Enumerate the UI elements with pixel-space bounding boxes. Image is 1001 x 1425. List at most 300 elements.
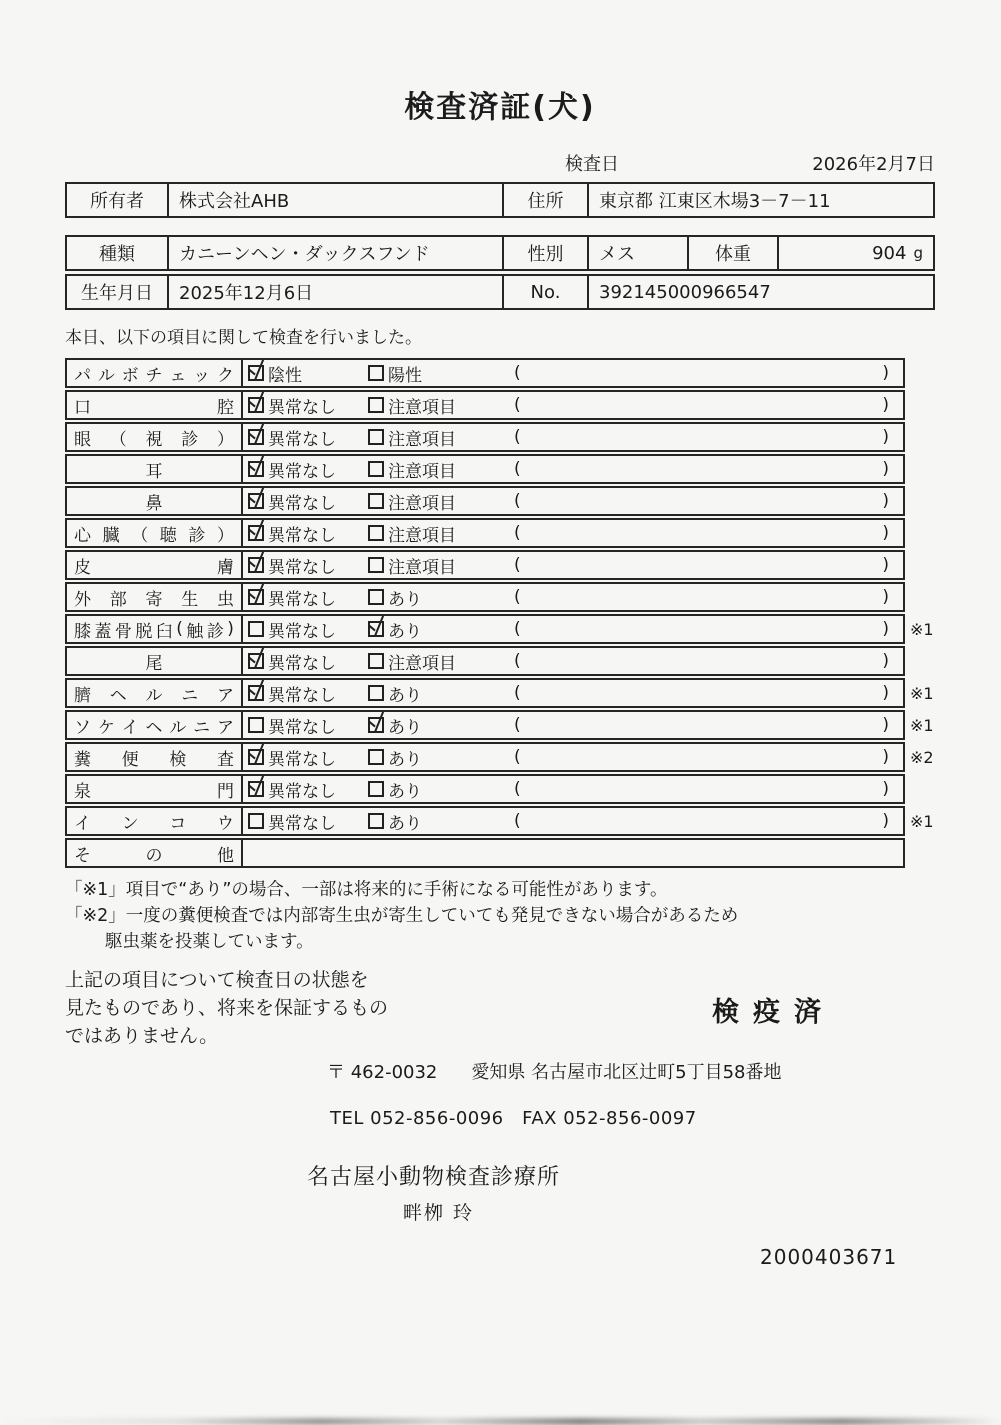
- option-label: あり: [388, 749, 422, 770]
- item-label-char: （: [131, 525, 149, 546]
- paren-open: (: [514, 555, 521, 575]
- intro-text: 本日、以下の項目に関して検査を行いました。: [65, 328, 422, 348]
- weight-value: 904: [872, 242, 907, 264]
- option-label: 注意項目: [388, 525, 456, 546]
- option-label: 注意項目: [388, 653, 456, 674]
- remarks-parentheses: [514, 715, 903, 735]
- item-label: [67, 648, 243, 674]
- remarks-parentheses: [514, 683, 903, 703]
- checklist-row: [65, 614, 965, 644]
- remarks-parentheses: [514, 587, 903, 607]
- option-label: あり: [388, 717, 422, 738]
- item-result-cell: [243, 616, 903, 642]
- birth-value: 2025年12月6日: [167, 276, 502, 308]
- owner-table: [65, 182, 935, 218]
- result-option: [368, 393, 514, 418]
- checkbox-checked-icon: [248, 589, 264, 605]
- item-label-char: 腔: [217, 397, 234, 418]
- checkbox-checked-icon: [368, 621, 384, 637]
- option-label: あり: [388, 781, 422, 802]
- item-label-char: の: [145, 845, 163, 866]
- item-label-char: ソ: [74, 717, 91, 738]
- option-label: 異常なし: [268, 621, 336, 642]
- checkbox-checked-icon: [248, 429, 264, 445]
- checklist-row: [65, 486, 965, 516]
- option-label: 異常なし: [268, 685, 336, 706]
- result-option: [248, 521, 368, 546]
- item-label-char: イ: [121, 717, 139, 738]
- clinic-postal-code: 〒 462-0032: [327, 1062, 438, 1083]
- item-result-cell: [243, 488, 903, 514]
- paren-open: (: [514, 459, 521, 479]
- result-option: [368, 521, 514, 546]
- checkbox-checked-icon: [248, 685, 264, 701]
- option-label: 異常なし: [268, 589, 336, 610]
- checkbox-checked-icon: [248, 653, 264, 669]
- disclaimer-line-2: 見たものであり、将来を保証するもの: [65, 997, 389, 1019]
- option-label: 異常なし: [268, 397, 336, 418]
- option-label: 異常なし: [268, 717, 336, 738]
- checkbox-unchecked-icon: [368, 653, 384, 669]
- serial-number: 2000403671: [760, 1245, 898, 1269]
- item-label-char: 脱: [135, 621, 153, 642]
- paren-close: ): [882, 715, 889, 735]
- item-label: [67, 712, 243, 738]
- item-label-char: 耳: [145, 461, 163, 482]
- checklist-row-box: [65, 582, 905, 612]
- item-label: [67, 744, 243, 770]
- paren-open: (: [514, 427, 521, 447]
- checklist-row: [65, 582, 965, 612]
- checkbox-checked-icon: [368, 717, 384, 733]
- checklist-row-box: [65, 550, 905, 580]
- result-option: [248, 425, 368, 450]
- checkbox-unchecked-icon: [248, 621, 264, 637]
- paren-close: ): [882, 619, 889, 639]
- checkbox-checked-icon: [248, 397, 264, 413]
- option-label: 陽性: [388, 365, 422, 386]
- result-option: [248, 809, 368, 834]
- checklist-row-box: [65, 646, 905, 676]
- checklist-row: [65, 646, 965, 676]
- checklist-row-box: [65, 806, 905, 836]
- checklist-row-box: [65, 774, 905, 804]
- item-result-cell: [243, 456, 903, 482]
- item-label-char: 臼: [155, 621, 173, 642]
- checklist-row-box: [65, 358, 905, 388]
- item-result-cell: [243, 776, 903, 802]
- item-label-char: 虫: [217, 589, 234, 610]
- item-label-char: ル: [97, 365, 115, 386]
- owner-label: 所有者: [90, 191, 144, 212]
- checklist-row: [65, 454, 965, 484]
- result-option: [368, 361, 514, 386]
- paren-close: ): [882, 459, 889, 479]
- exam-date-row: [65, 150, 935, 174]
- remarks-parentheses: [514, 619, 903, 639]
- option-label: あり: [388, 589, 422, 610]
- item-label-char: 鼻: [145, 493, 163, 514]
- result-option: [368, 585, 514, 610]
- item-label-char: 臍: [74, 685, 91, 706]
- result-option: [368, 457, 514, 482]
- item-label: [67, 776, 243, 802]
- clinic-address-line: [65, 1058, 935, 1084]
- checkbox-unchecked-icon: [368, 429, 384, 445]
- item-label-char: 臓: [102, 525, 120, 546]
- paren-open: (: [514, 491, 521, 511]
- checklist-row-box: [65, 614, 905, 644]
- item-label-char: ）: [217, 429, 234, 450]
- item-label-char: コ: [169, 813, 187, 834]
- checkbox-checked-icon: [248, 749, 264, 765]
- item-label-char: ニ: [193, 717, 211, 738]
- checklist-row-box: [65, 390, 905, 420]
- clinic-address: 愛知県 名古屋市北区辻町5丁目58番地: [471, 1062, 782, 1083]
- no-label: No.: [502, 276, 587, 308]
- paren-open: (: [514, 395, 521, 415]
- item-label-char: 触: [186, 621, 204, 642]
- note-2-continued: 駆虫薬を投薬しています。: [105, 932, 314, 952]
- paren-open: (: [514, 683, 521, 703]
- item-result-cell: [243, 552, 903, 578]
- item-label: [67, 552, 243, 578]
- page-title: 検査済証(犬): [404, 90, 596, 125]
- result-option: [248, 585, 368, 610]
- checkbox-checked-icon: [248, 557, 264, 573]
- option-label: 異常なし: [268, 781, 336, 802]
- vet-name: 畔栁 玲: [403, 1202, 475, 1224]
- checklist: [65, 358, 935, 868]
- disclaimer-line-3: ではありません。: [65, 1025, 219, 1047]
- checkbox-unchecked-icon: [248, 717, 264, 733]
- checkbox-checked-icon: [248, 461, 264, 477]
- address-value: 東京都 江東区木場3－7－11: [587, 184, 937, 216]
- item-label-char: 膚: [217, 557, 234, 578]
- item-label-char: 外: [74, 589, 91, 610]
- checkbox-unchecked-icon: [368, 781, 384, 797]
- item-label-char: 蓋: [94, 621, 112, 642]
- option-label: あり: [388, 621, 422, 642]
- result-option: [368, 777, 514, 802]
- result-option: [248, 777, 368, 802]
- item-label-char: 診: [181, 429, 199, 450]
- result-option: [368, 713, 514, 738]
- checklist-row: [65, 422, 965, 452]
- item-label-char: 査: [216, 749, 234, 770]
- paren-open: (: [514, 811, 521, 831]
- remarks-parentheses: [514, 427, 903, 447]
- item-label-char: 尾: [145, 653, 163, 674]
- option-label: 注意項目: [388, 429, 456, 450]
- item-label-char: 心: [74, 525, 91, 546]
- option-label: 異常なし: [268, 429, 336, 450]
- item-label-char: ボ: [121, 365, 139, 386]
- item-result-cell: [243, 424, 903, 450]
- result-option: [248, 745, 368, 770]
- checkbox-checked-icon: [248, 781, 264, 797]
- paren-open: (: [514, 715, 521, 735]
- exam-date-value: 2026年2月7日: [812, 154, 935, 175]
- result-option: [248, 489, 368, 514]
- checklist-row: [65, 518, 965, 548]
- info-table-row1: [65, 235, 935, 271]
- result-option: [368, 489, 514, 514]
- item-label: [67, 424, 243, 450]
- note-mark: ※1: [910, 619, 934, 639]
- checkbox-unchecked-icon: [368, 461, 384, 477]
- item-label: [67, 616, 243, 642]
- paren-open: (: [514, 587, 521, 607]
- checklist-row: [65, 390, 965, 420]
- item-label-char: 検: [169, 749, 187, 770]
- checkbox-unchecked-icon: [368, 685, 384, 701]
- remarks-parentheses: [514, 459, 903, 479]
- remarks-parentheses: [514, 395, 903, 415]
- checkbox-unchecked-icon: [368, 493, 384, 509]
- birth-label: 生年月日: [81, 283, 153, 304]
- option-label: 異常なし: [268, 557, 336, 578]
- item-label-char: ウ: [216, 813, 234, 834]
- item-label-char: 泉: [74, 781, 91, 802]
- result-option: [368, 425, 514, 450]
- result-option: [248, 681, 368, 706]
- paren-close: ): [882, 427, 889, 447]
- option-label: 陰性: [268, 365, 302, 386]
- checkbox-unchecked-icon: [368, 589, 384, 605]
- item-result-cell: [243, 712, 903, 738]
- sex-label: 性別: [502, 237, 587, 269]
- note-1: 「※1」項目で“あり”の場合、一部は将来的に手術になる可能性があります。: [65, 880, 668, 900]
- item-label-char: 門: [217, 781, 234, 802]
- breed-label: 種類: [99, 244, 135, 265]
- option-label: 異常なし: [268, 749, 336, 770]
- checklist-row-box: [65, 454, 905, 484]
- checkbox-unchecked-icon: [368, 557, 384, 573]
- remarks-parentheses: [514, 491, 903, 511]
- checklist-row-box: [65, 422, 905, 452]
- remarks-parentheses: [514, 523, 903, 543]
- option-label: 注意項目: [388, 461, 456, 482]
- paren-close: ): [882, 491, 889, 511]
- item-label-char: 眼: [74, 429, 91, 450]
- checklist-row-box: [65, 838, 905, 868]
- item-label-char: 骨: [114, 621, 132, 642]
- checkbox-checked-icon: [248, 365, 264, 381]
- item-label-char: 膝: [74, 621, 91, 642]
- item-label-char: 生: [181, 589, 199, 610]
- item-label-char: (: [176, 619, 183, 639]
- item-label-char: ヘ: [109, 685, 127, 706]
- item-label-char: ): [227, 619, 234, 639]
- item-label: [67, 520, 243, 546]
- paren-close: ): [882, 747, 889, 767]
- item-label-char: 便: [121, 749, 139, 770]
- item-result-cell: [243, 520, 903, 546]
- paren-open: (: [514, 779, 521, 799]
- item-label-char: 糞: [74, 749, 91, 770]
- quarantine-stamp: 検疫済: [712, 997, 835, 1028]
- result-option: [368, 617, 514, 642]
- option-label: 注意項目: [388, 397, 456, 418]
- item-label-char: ェ: [169, 365, 187, 386]
- result-option: [248, 457, 368, 482]
- item-label-char: パ: [74, 365, 91, 386]
- paren-close: ): [882, 587, 889, 607]
- item-label-char: ア: [217, 685, 234, 706]
- weight-value-cell: [777, 237, 937, 269]
- note-mark: ※1: [910, 811, 934, 831]
- item-result-cell: [243, 392, 903, 418]
- item-label: [67, 456, 243, 482]
- no-value: 392145000966547: [587, 276, 937, 308]
- checklist-row: [65, 710, 965, 740]
- result-option: [248, 361, 368, 386]
- result-option: [248, 393, 368, 418]
- option-label: 注意項目: [388, 493, 456, 514]
- result-option: [248, 713, 368, 738]
- weight-label: 体重: [687, 237, 777, 269]
- paren-close: ): [882, 683, 889, 703]
- checkbox-unchecked-icon: [368, 525, 384, 541]
- result-option: [248, 649, 368, 674]
- item-label-char: ル: [145, 685, 163, 706]
- weight-unit: g: [913, 244, 923, 262]
- remarks-parentheses: [514, 811, 903, 831]
- paren-close: ): [882, 363, 889, 383]
- item-label-char: イ: [74, 813, 91, 834]
- item-label-char: チ: [145, 365, 163, 386]
- item-label: [67, 360, 243, 386]
- owner-value: 株式会社AHB: [167, 184, 502, 216]
- result-option: [368, 649, 514, 674]
- item-label-char: ケ: [97, 717, 115, 738]
- disclaimer-line-1: 上記の項目について検査日の状態を: [65, 969, 369, 991]
- item-label-char: 皮: [74, 557, 91, 578]
- item-label-char: 寄: [145, 589, 163, 610]
- clinic-name: 名古屋小動物検査診療所: [307, 1165, 561, 1190]
- item-result-cell: [243, 648, 903, 674]
- breed-value: カニーンヘン・ダックスフンド: [167, 237, 502, 269]
- checklist-row: [65, 358, 965, 388]
- item-label-char: ）: [216, 525, 234, 546]
- checklist-row: [65, 678, 965, 708]
- checklist-row: [65, 838, 965, 868]
- result-option: [248, 553, 368, 578]
- remarks-parentheses: [514, 747, 903, 767]
- paren-close: ): [882, 523, 889, 543]
- result-option: [368, 553, 514, 578]
- item-label-char: 診: [206, 621, 224, 642]
- checkbox-checked-icon: [248, 493, 264, 509]
- checklist-row: [65, 742, 965, 772]
- item-label-char: ニ: [181, 685, 199, 706]
- item-label-char: ク: [216, 365, 234, 386]
- item-label: [67, 680, 243, 706]
- paren-close: ): [882, 811, 889, 831]
- checklist-row-box: [65, 678, 905, 708]
- remarks-parentheses: [514, 779, 903, 799]
- sex-value: メス: [587, 237, 687, 269]
- item-label: [67, 584, 243, 610]
- paren-close: ): [882, 651, 889, 671]
- note-mark: ※1: [910, 683, 934, 703]
- remarks-parentheses: [514, 363, 903, 383]
- note-mark: ※2: [910, 747, 934, 767]
- item-label-char: 診: [188, 525, 206, 546]
- option-label: 異常なし: [268, 493, 336, 514]
- checklist-row: [65, 550, 965, 580]
- result-option: [368, 745, 514, 770]
- item-label-char: 口: [74, 397, 91, 418]
- checklist-row-box: [65, 486, 905, 516]
- item-result-cell: [243, 840, 903, 866]
- item-result-cell: [243, 808, 903, 834]
- paren-open: (: [514, 619, 521, 639]
- paren-close: ): [882, 555, 889, 575]
- checklist-row-box: [65, 742, 905, 772]
- checkbox-unchecked-icon: [368, 749, 384, 765]
- item-result-cell: [243, 360, 903, 386]
- address-label: 住所: [502, 184, 587, 216]
- checkbox-unchecked-icon: [248, 813, 264, 829]
- paren-close: ): [882, 395, 889, 415]
- item-label-char: ッ: [193, 365, 211, 386]
- item-label-char: ヘ: [145, 717, 163, 738]
- item-label-char: 視: [145, 429, 163, 450]
- paren-open: (: [514, 523, 521, 543]
- disclaimer-text: [65, 966, 485, 1050]
- option-label: 異常なし: [268, 461, 336, 482]
- item-label-char: ン: [121, 813, 139, 834]
- scan-edge-artifact: [0, 1418, 1001, 1425]
- option-label: あり: [388, 685, 422, 706]
- note-2: 「※2」一度の糞便検査では内部寄生虫が寄生していても発見できない場合があるため: [65, 906, 739, 926]
- item-label-char: ア: [216, 717, 234, 738]
- result-option: [248, 617, 368, 642]
- option-label: 注意項目: [388, 557, 456, 578]
- item-label: [67, 840, 243, 866]
- item-label: [67, 488, 243, 514]
- item-label-char: 部: [109, 589, 127, 610]
- exam-date-label: 検査日: [565, 154, 619, 175]
- item-label: [67, 808, 243, 834]
- checkbox-unchecked-icon: [368, 397, 384, 413]
- result-option: [368, 809, 514, 834]
- paren-close: ): [882, 779, 889, 799]
- option-label: 異常なし: [268, 653, 336, 674]
- option-label: 異常なし: [268, 813, 336, 834]
- item-result-cell: [243, 584, 903, 610]
- remarks-parentheses: [514, 651, 903, 671]
- checklist-row: [65, 806, 965, 836]
- option-label: あり: [388, 813, 422, 834]
- item-label-char: （: [109, 429, 127, 450]
- certificate-page: [65, 0, 935, 1269]
- disclaimer-block: [65, 966, 935, 1050]
- checkbox-unchecked-icon: [368, 813, 384, 829]
- clinic-tel-fax: TEL 052-856-0096 FAX 052-856-0097: [330, 1108, 697, 1129]
- checklist-row-box: [65, 518, 905, 548]
- item-label: [67, 392, 243, 418]
- item-result-cell: [243, 744, 903, 770]
- info-table-row2: [65, 274, 935, 310]
- item-label-char: 他: [217, 845, 234, 866]
- item-result-cell: [243, 680, 903, 706]
- option-label: 異常なし: [268, 525, 336, 546]
- checklist-row: [65, 774, 965, 804]
- item-label-char: そ: [74, 845, 91, 866]
